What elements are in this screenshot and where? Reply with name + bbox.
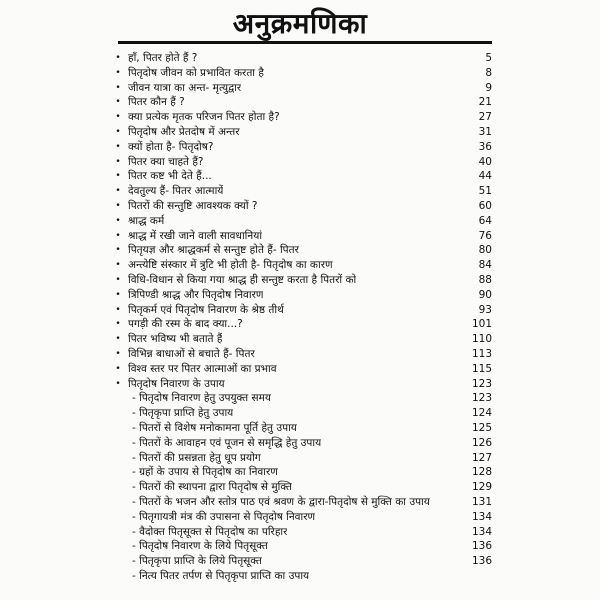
toc-entry-page-number: 88: [478, 273, 492, 286]
toc-entry-title: पितृदोष निवारण के उपाय: [128, 377, 225, 390]
bullet-icon: •: [115, 97, 121, 108]
toc-entry-page-number: 80: [478, 244, 492, 257]
bullet-icon: •: [115, 319, 121, 330]
toc-entry-title: - पितरों के भजन और स्तोत्र पाठ एवं श्रवण के द्वारा-पितृदोष से मुक्ति का उपाय: [132, 495, 430, 508]
toc-entry: [112, 214, 492, 229]
bullet-icon: •: [115, 245, 121, 256]
bullet-icon: •: [115, 112, 121, 123]
bullet-icon: •: [115, 334, 121, 345]
toc-entry: [112, 110, 492, 125]
bullet-icon: •: [115, 186, 121, 197]
toc-entry: [112, 288, 492, 303]
toc-entry-title: हाँ, पितर होते हैं ?: [128, 52, 198, 64]
toc-entry: [112, 51, 492, 66]
toc-entry-page-number: 125: [471, 421, 492, 434]
title-underline: [118, 41, 492, 44]
toc-entry-title: - नित्य पितर तर्पण से पितृकृपा प्राप्ति का उपाय: [132, 569, 310, 582]
toc-entry-title: विभिन्न बाधाओं से बचाते हैं- पितर: [128, 347, 255, 360]
toc-entry-page-number: 8: [485, 66, 492, 79]
toc-entry-title: पितर क्या चाहते हैं?: [128, 155, 204, 168]
toc-entry-page-number: 9: [485, 81, 492, 94]
toc-entry: [112, 554, 492, 569]
toc-entry-page-number: 110: [471, 333, 492, 346]
toc-entry: [112, 81, 492, 96]
table-of-contents: [112, 51, 492, 585]
toc-entry-page-number: 27: [478, 111, 492, 124]
bullet-icon: •: [115, 289, 121, 300]
toc-entry: [112, 347, 492, 362]
toc-entry-page-number: 115: [471, 362, 492, 375]
toc-entry-title: त्रिपिण्डी श्राद्ध और पितृदोष निवारण: [128, 288, 264, 301]
toc-entry-title: अन्त्येष्टि संस्कार में त्रुटि भी होती है- पितृदोष का कारण: [128, 259, 333, 272]
toc-entry: [112, 377, 492, 392]
toc-entry-page-number: 128: [471, 466, 492, 479]
toc-entry-title: पितृदोष और प्रेतदोष में अन्तर: [128, 125, 240, 138]
toc-entry: [112, 229, 492, 244]
toc-entry: [112, 273, 492, 288]
toc-entry: [112, 140, 492, 155]
toc-entry-page-number: 84: [478, 259, 492, 272]
toc-entry-page-number: 36: [478, 140, 492, 153]
toc-entry: [112, 391, 492, 406]
toc-entry-page-number: 5: [485, 52, 492, 64]
toc-entry-page-number: 123: [471, 392, 492, 405]
toc-entry-page-number: 129: [471, 481, 492, 494]
toc-entry-title: देवतुल्य हैं- पितर आत्मायें: [128, 185, 224, 198]
toc-entry: [112, 169, 492, 184]
toc-entry-page-number: 126: [471, 436, 492, 449]
toc-entry: [112, 451, 492, 466]
toc-entry-page-number: 113: [471, 347, 492, 360]
toc-entry: [112, 510, 492, 525]
toc-entry-page-number: 127: [471, 451, 492, 464]
toc-entry-title: - पितृदोष निवारण के लिये पितृसूक्त: [132, 540, 268, 553]
bullet-icon: •: [115, 82, 121, 93]
toc-entry: [112, 421, 492, 436]
toc-entry-page-number: 124: [471, 407, 492, 420]
bullet-icon: •: [115, 348, 121, 359]
toc-entry-page-number: 21: [478, 96, 492, 109]
toc-entry: [112, 258, 492, 273]
toc-entry-title: - पितृकृपा प्राप्ति हेतु उपाय: [132, 407, 234, 420]
toc-entry-page-number: 93: [478, 303, 492, 316]
toc-entry-title: जीवन यात्रा का अन्त- मृत्युद्वार: [128, 81, 242, 94]
toc-entry-page-number: 136: [471, 540, 492, 553]
toc-entry: [112, 125, 492, 140]
toc-entry-page-number: 76: [478, 229, 492, 242]
toc-entry-title: विधि-विधान से किया गया श्राद्ध ही सन्तुष्ट करता है पितरों को: [128, 273, 357, 286]
toc-entry-title: - पितरों से विशेष मनोकामना पूर्ति हेतु उपाय: [132, 421, 297, 434]
toc-entry-page-number: 136: [471, 555, 492, 568]
bullet-icon: •: [115, 378, 121, 389]
toc-entry-page-number: 64: [478, 214, 492, 227]
bullet-icon: •: [115, 363, 121, 374]
toc-entry-page-number: 31: [478, 125, 492, 138]
bullet-icon: •: [115, 156, 121, 167]
bullet-icon: •: [115, 141, 121, 152]
toc-entry-title: पितर कौन हैं ?: [128, 96, 185, 109]
toc-entry-title: पितरों की सन्तुष्टि आवश्यक क्यों ?: [128, 199, 258, 212]
bullet-icon: •: [115, 230, 121, 241]
page-title: अनुक्रमणिका: [232, 7, 368, 40]
toc-entry: [112, 303, 492, 318]
toc-entry: [112, 569, 492, 585]
bullet-icon: •: [115, 260, 121, 271]
toc-entry: [112, 155, 492, 170]
toc-entry: [112, 480, 492, 495]
toc-entry-title: श्राद्ध कर्म: [128, 214, 165, 227]
bullet-icon: •: [115, 67, 121, 78]
bullet-icon: •: [115, 171, 121, 182]
toc-entry-title: - ग्रहों के उपाय से पितृदोष का निवारण: [132, 466, 278, 479]
toc-entry-title: पगड़ी की रस्म के बाद क्या...?: [128, 318, 243, 331]
toc-entry-title: पितर कष्ट भी देते हैं...: [128, 170, 212, 183]
bullet-icon: •: [115, 126, 121, 137]
toc-entry-title: - पितृदोष निवारण हेतु उपयुक्त समय: [132, 392, 271, 405]
toc-entry: [112, 184, 492, 199]
toc-entry: [112, 95, 492, 110]
toc-entry: [112, 465, 492, 480]
toc-entry-title: - पितरों की प्रसन्नता हेतु धूप प्रयोग: [132, 451, 261, 464]
toc-entry-title: श्राद्ध में रखी जाने वाली सावधानियां: [128, 229, 263, 242]
toc-entry: [112, 66, 492, 81]
toc-entry-title: क्या प्रत्येक मृतक परिजन पितर होता है?: [128, 111, 280, 124]
bullet-icon: •: [115, 215, 121, 226]
bullet-icon: •: [115, 304, 121, 315]
bullet-icon: •: [115, 200, 121, 211]
toc-entry: [112, 362, 492, 377]
toc-entry-title: पितृदोष जीवन को प्रभावित करता है: [128, 66, 264, 79]
toc-entry: [112, 495, 492, 510]
toc-entry-page-number: 134: [471, 510, 492, 523]
toc-entry-title: - पितृगायत्री मंत्र की उपासना से पितृदोष निवारण: [132, 510, 316, 523]
toc-entry: [112, 317, 492, 332]
toc-entry-title: पितृकर्म एवं पितृदोष निवारण के श्रेष्ठ तीर्थ: [128, 303, 284, 316]
toc-entry-title: - पितरों के आवाहन एवं पूजन से समृद्धि हेतु उपाय: [132, 436, 322, 449]
toc-entry-page-number: 123: [471, 377, 492, 390]
toc-entry-page-number: 40: [478, 155, 492, 168]
toc-entry-title: पितर भविष्य भी बताते हैं: [128, 333, 223, 346]
toc-entry: [112, 406, 492, 421]
toc-entry: [112, 199, 492, 214]
toc-entry: [112, 525, 492, 540]
toc-entry: [112, 243, 492, 258]
toc-entry-title: पितृयज्ञ और श्राद्धकर्म से सन्तुष्ट होते हैं- पितर: [128, 244, 299, 257]
toc-entry-title: - वैदोक्त पितृसूक्त से पितृदोष का परिहार: [132, 525, 288, 538]
toc-entry-title: क्यों होता है- पितृदोष?: [128, 140, 214, 153]
toc-entry-title: विश्व स्तर पर पितर आत्माओं का प्रभाव: [128, 362, 277, 375]
bullet-icon: •: [115, 53, 121, 63]
toc-entry: [112, 332, 492, 347]
toc-entry-page-number: 134: [471, 525, 492, 538]
bullet-icon: •: [115, 274, 121, 285]
toc-entry-page-number: 101: [471, 318, 492, 331]
toc-entry: [112, 539, 492, 554]
toc-entry-page-number: 90: [478, 288, 492, 301]
toc-entry: [112, 436, 492, 451]
toc-entry-title: - पितरों की स्थापना द्वारा पितृदोष से मुक्ति: [132, 481, 292, 494]
toc-entry-page-number: 44: [478, 170, 492, 183]
toc-entry-page-number: 131: [471, 495, 492, 508]
toc-entry-page-number: 60: [478, 199, 492, 212]
toc-entry-title: - पितृकृपा प्राप्ति के लिये पितृसूक्त: [132, 555, 262, 568]
toc-entry-page-number: 51: [478, 185, 492, 198]
